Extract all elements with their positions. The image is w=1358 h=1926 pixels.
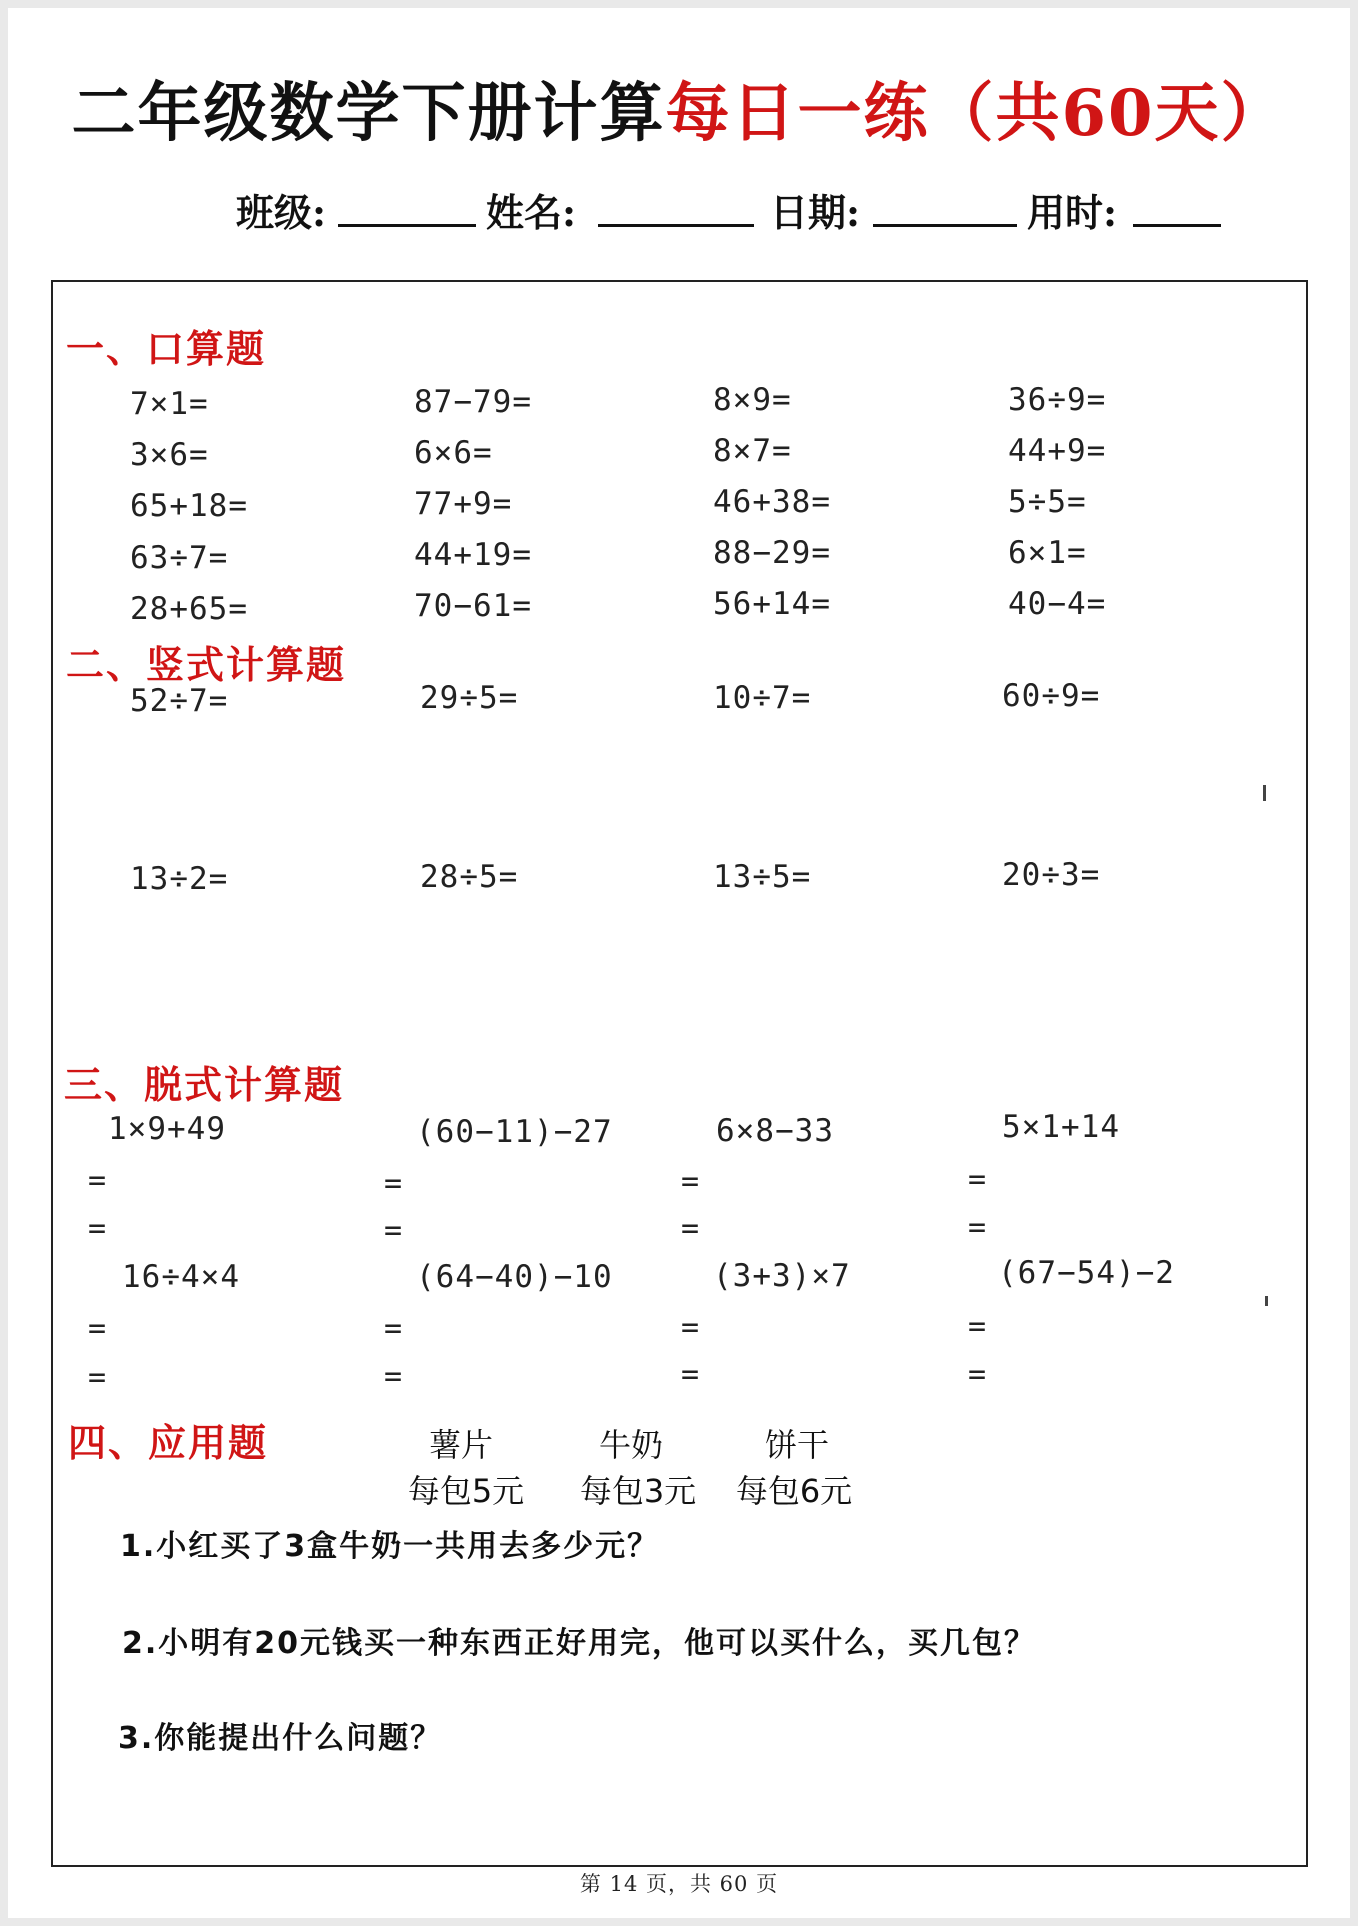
section-stepwise: 三、脱式计算题 — [64, 1062, 345, 1107]
equals-sign: = — [88, 1163, 107, 1198]
vertical-item: 10÷7= — [713, 680, 812, 716]
oral-item: 28+65= — [130, 591, 248, 627]
oral-item: 70−61= — [414, 588, 532, 624]
stepwise-item: (60−11)−27 — [416, 1114, 613, 1150]
equals-sign: = — [681, 1211, 700, 1246]
vertical-item: 60÷9= — [1002, 678, 1101, 714]
date-blank[interactable] — [873, 224, 1017, 227]
equals-sign: = — [384, 1359, 403, 1394]
vertical-item: 20÷3= — [1002, 857, 1101, 893]
stepwise-item: 5×1+14 — [1002, 1109, 1120, 1145]
equals-sign: = — [384, 1166, 403, 1201]
question-2: 2.小明有20元钱买一种东西正好用完，他可以买什么，买几包？ — [122, 1626, 1037, 1661]
section-vertical: 二、竖式计算题 — [66, 642, 347, 687]
oral-item: 46+38= — [713, 484, 831, 520]
question-3: 3.你能提出什么问题？ — [118, 1721, 443, 1756]
equals-sign: = — [88, 1311, 107, 1346]
vertical-item: 13÷5= — [713, 859, 812, 895]
question-1: 1.小红买了3盒牛奶一共用去多少元？ — [120, 1529, 660, 1564]
vertical-item: 29÷5= — [420, 680, 519, 716]
equals-sign: = — [681, 1310, 700, 1345]
time-label: 用时: — [1027, 190, 1118, 235]
oral-item: 8×9= — [713, 382, 792, 418]
section-oral: 一、口算题 — [66, 326, 267, 371]
time-blank[interactable] — [1133, 224, 1221, 227]
title-black: 二年级数学下册计算 — [71, 76, 666, 151]
oral-item: 44+9= — [1008, 433, 1107, 469]
oral-item: 65+18= — [130, 488, 248, 524]
stepwise-item: 16÷4×4 — [122, 1259, 240, 1295]
stepwise-item: (3+3)×7 — [713, 1258, 851, 1294]
equals-sign: = — [681, 1164, 700, 1199]
product-price-biscuit: 每包6元 — [735, 1472, 853, 1510]
product-price-chips: 每包5元 — [407, 1472, 525, 1510]
oral-item: 44+19= — [414, 537, 532, 573]
oral-item: 8×7= — [713, 433, 792, 469]
vertical-item: 13÷2= — [130, 861, 229, 897]
vertical-item: 52÷7= — [130, 683, 229, 719]
class-blank[interactable] — [338, 224, 476, 227]
page-title — [0, 62, 1358, 154]
oral-item: 77+9= — [414, 486, 513, 522]
stepwise-item: (64−40)−10 — [416, 1259, 613, 1295]
name-blank[interactable] — [598, 224, 754, 227]
date-label: 日期: — [770, 190, 861, 235]
oral-item: 5÷5= — [1008, 484, 1087, 520]
stepwise-item: 6×8−33 — [716, 1113, 834, 1149]
title-red: 每日一练（共60天） — [665, 76, 1287, 151]
oral-item: 6×1= — [1008, 535, 1087, 571]
equals-sign: = — [88, 1211, 107, 1246]
equals-sign: = — [681, 1357, 700, 1392]
equals-sign: = — [88, 1360, 107, 1395]
equals-sign: = — [968, 1357, 987, 1392]
class-label: 班级: — [236, 190, 327, 235]
oral-item: 3×6= — [130, 437, 209, 473]
oral-item: 63÷7= — [130, 540, 229, 576]
oral-item: 6×6= — [414, 435, 493, 471]
vertical-item: 28÷5= — [420, 859, 519, 895]
oral-item: 7×1= — [130, 386, 209, 422]
oral-item: 36÷9= — [1008, 382, 1107, 418]
product-name-milk: 牛奶 — [598, 1426, 663, 1464]
stepwise-item: 1×9+49 — [108, 1111, 226, 1147]
product-name-biscuit: 饼干 — [764, 1426, 829, 1464]
oral-item: 40−4= — [1008, 586, 1107, 622]
scan-mark — [1263, 785, 1266, 801]
section-application: 四、应用题 — [68, 1420, 269, 1465]
oral-item: 56+14= — [713, 586, 831, 622]
oral-item: 87−79= — [414, 384, 532, 420]
stepwise-item: (67−54)−2 — [998, 1255, 1175, 1291]
equals-sign: = — [384, 1311, 403, 1346]
equals-sign: = — [968, 1210, 987, 1245]
product-name-chips: 薯片 — [428, 1426, 493, 1464]
equals-sign: = — [968, 1162, 987, 1197]
oral-item: 88−29= — [713, 535, 831, 571]
page-footer: 第 14 页，共 60 页 — [579, 1872, 779, 1896]
scan-mark — [1265, 1296, 1268, 1306]
name-label: 姓名: — [486, 190, 577, 235]
product-price-milk: 每包3元 — [579, 1472, 697, 1510]
equals-sign: = — [968, 1309, 987, 1344]
equals-sign: = — [384, 1213, 403, 1248]
